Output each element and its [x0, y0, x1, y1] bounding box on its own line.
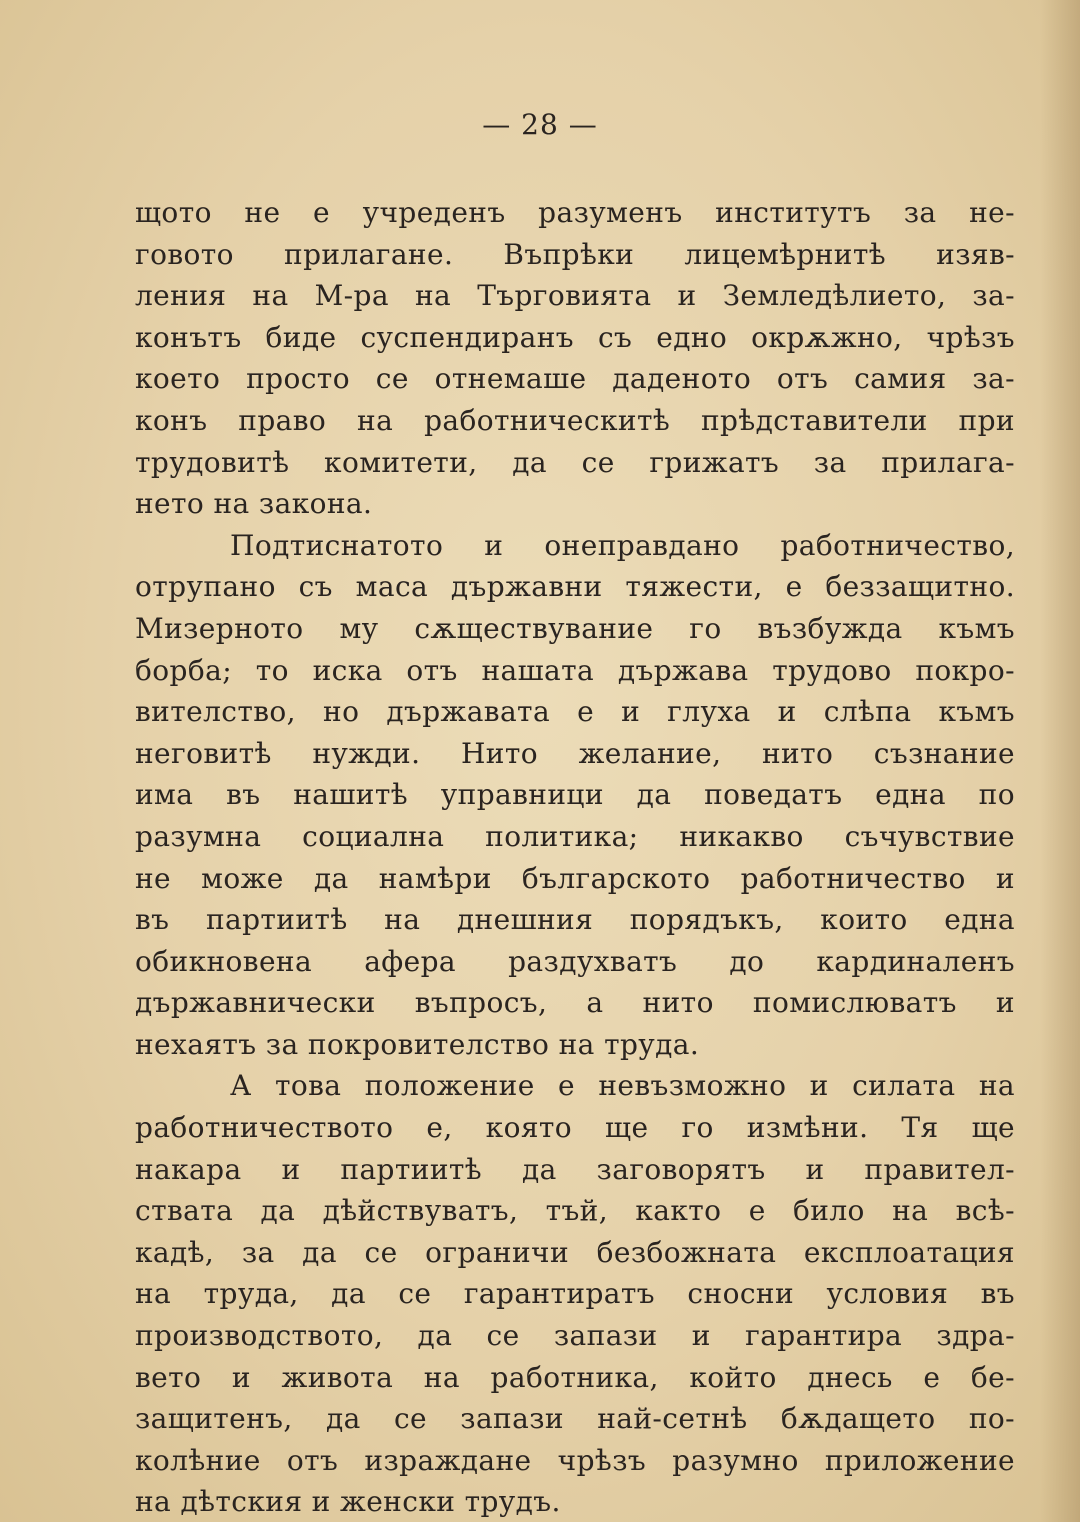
page-number: — 28 — — [482, 108, 598, 141]
body-text — [135, 192, 1015, 1522]
text-line: Мизерното му сѫществувание го възбужда къмъ — [135, 611, 1015, 645]
text-line: конъ право на работническитѣ прѣдставители при — [135, 403, 1015, 437]
text-line: нехаятъ за покровителство на труда. — [135, 1027, 700, 1061]
text-line: вето и живота на работника, който днесь е бе- — [135, 1360, 1015, 1394]
text-line: отрупано съ маса държавни тяжести, е беззащитно. — [135, 570, 1015, 604]
text-line: разумна социална политика; никакво съчувствие — [135, 819, 1015, 853]
text-line: кадѣ, за да се ограничи безбожната експлоатация — [135, 1235, 1015, 1269]
text-line: производството, да се запази и гарантира здра- — [135, 1319, 1015, 1353]
text-line: вителство, но държавата е и глуха и слѣпа къмъ — [135, 695, 1015, 729]
text-line: въ партиитѣ на днешния порядъкъ, които една — [135, 903, 1015, 937]
text-line: има въ нашитѣ управници да поведатъ една по — [135, 778, 1015, 812]
paragraph-first-line: Подтиснатото и онеправдано работничество, — [230, 528, 1015, 562]
text-line: защитенъ, да се запази най-сетнѣ бѫдащето по- — [135, 1402, 1015, 1436]
text-line: ствата да дѣйствуватъ, тъй, както е било на всѣ- — [135, 1194, 1015, 1228]
text-line: говото прилагане. Въпрѣки лицемѣрнитѣ изяв- — [135, 237, 1015, 271]
text-line: ления на М-ра на Търговията и Земледѣлието, за- — [135, 279, 1015, 313]
text-line: колѣние отъ израждане чрѣзъ разумно приложение — [135, 1443, 1015, 1477]
text-line: нето на закона. — [135, 487, 373, 521]
text-line: държавнически въпросъ, а нито помислюватъ и — [135, 986, 1015, 1020]
text-line: накара и партиитѣ да заговорятъ и правител- — [135, 1152, 1015, 1186]
text-line: неговитѣ нужди. Нито желание, нито съзнание — [135, 736, 1015, 770]
text-line: борба; то иска отъ нашата държава трудово покро- — [135, 653, 1015, 687]
text-line: конътъ биде суспендиранъ съ едно окрѫжно, чрѣзъ — [135, 320, 1015, 354]
paragraph-first-line: А това положение е невъзможно и силата на — [230, 1069, 1015, 1103]
text-line: обикновена афера раздухватъ до кардиналенъ — [135, 944, 1015, 978]
text-line: на дѣтския и женски трудъ. — [135, 1485, 561, 1519]
text-line: на труда, да се гарантиратъ сносни условия въ — [135, 1277, 1015, 1311]
text-line: щото не е учреденъ разуменъ институтъ за не- — [135, 196, 1015, 229]
text-line: което просто се отнемаше даденото отъ самия за- — [135, 362, 1015, 396]
text-line: работничеството е, която ще го измѣни. Тя ще — [135, 1111, 1015, 1145]
page-edge-shadow — [1040, 0, 1080, 1522]
text-line: не може да намѣри българското работничество и — [135, 861, 1015, 895]
text-line: трудовитѣ комитети, да се грижатъ за прилага- — [135, 445, 1015, 479]
